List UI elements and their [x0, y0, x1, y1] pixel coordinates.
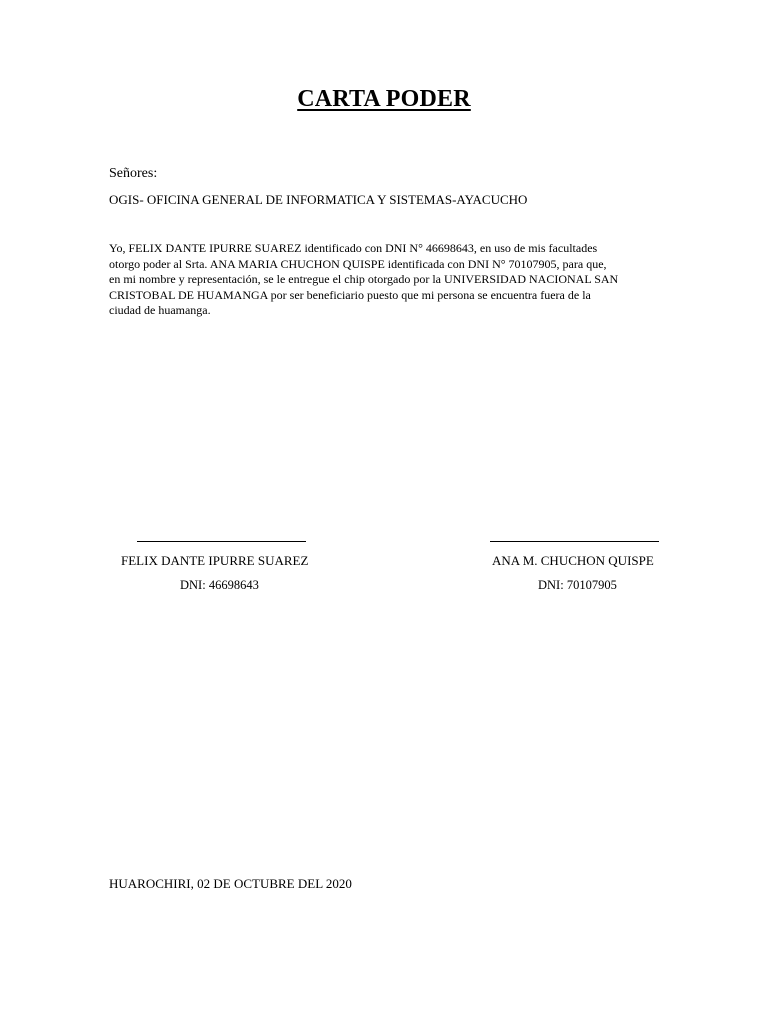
body-line: en mi nombre y representación, se le entregue el chip otorgado por la UNIVERSIDAD NACIONAL SAN	[109, 272, 619, 286]
grantee-dni: DNI: 70107905	[538, 578, 617, 592]
signature-line-grantor	[137, 541, 306, 542]
body-line: Yo, FELIX DANTE IPURRE SUAREZ identificado con DNI N° 46698643, en uso de mis facultades	[109, 241, 598, 255]
grantor-dni: DNI: 46698643	[180, 578, 259, 592]
body-line: ciudad de huamanga.	[109, 303, 211, 317]
body-line: otorgo poder al Srta. ANA MARIA CHUCHON QUISPE identificada con DNI N° 70107905, para que,	[109, 256, 607, 271]
recipient: OGIS- OFICINA GENERAL DE INFORMATICA Y SISTEMAS-AYACUCHO	[109, 192, 528, 207]
signature-line-grantee	[490, 541, 659, 542]
body-line: CRISTOBAL DE HUAMANGA por ser beneficiario puesto que mi persona se encuentra fuera de la	[109, 287, 591, 302]
grantor-name: FELIX DANTE IPURRE SUAREZ	[121, 553, 309, 568]
letter-body	[109, 241, 669, 319]
document-title: CARTA PODER	[297, 86, 471, 112]
grantee-name: ANA M. CHUCHON QUISPE	[492, 553, 654, 568]
place-and-date: HUAROCHIRI, 02 DE OCTUBRE DEL 2020	[109, 876, 352, 891]
salutation: Señores:	[109, 166, 158, 181]
